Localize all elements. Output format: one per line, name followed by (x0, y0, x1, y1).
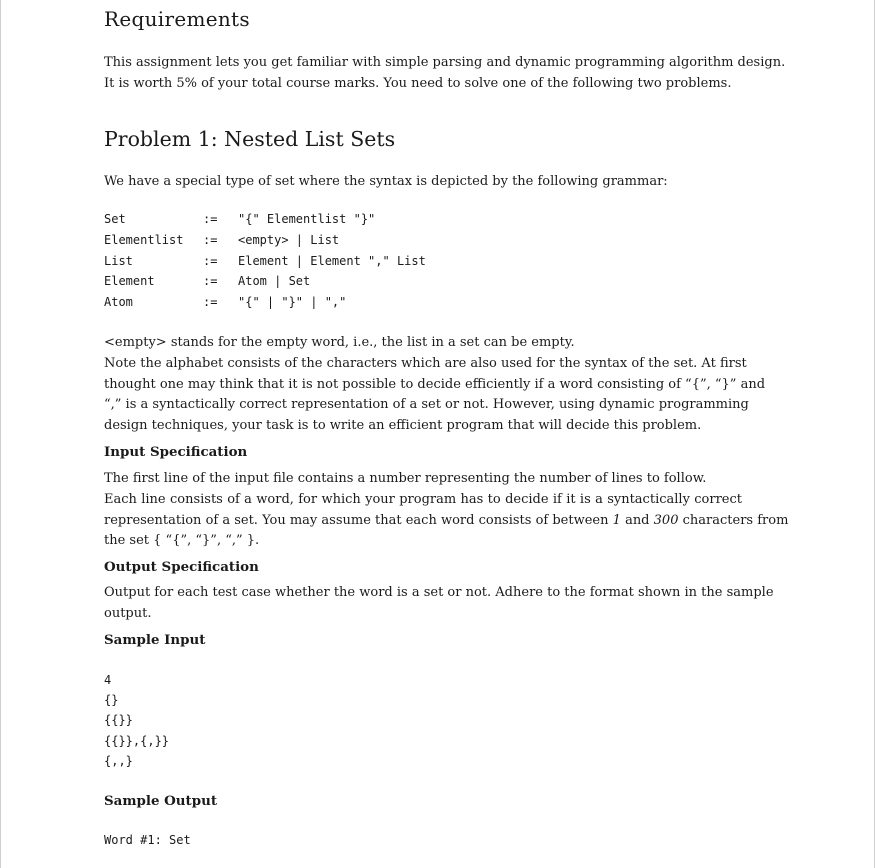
explanation-line-4: “,” is a syntactically correct representation of a set or not. However, using dynamic programming (104, 397, 749, 413)
sample-input-line: 4 (104, 673, 112, 687)
requirements-heading: Requirements (104, 7, 250, 31)
explanation-line-3: thought one may think that it is not possible to decide efficiently if a word consisting of “{”, “}” and (104, 376, 766, 392)
sample-input-line: {{}} (104, 713, 133, 727)
input-spec-line-4: the set { “{”, “}”, “,” }. (104, 533, 260, 549)
input-spec-line-1: The first line of the input file contains a number representing the number of lines to follow. (104, 471, 707, 486)
explanation-line-5: design techniques, your task is to write an efficient program that will decide this problem. (104, 418, 702, 434)
grammar-rhs: "{" Elementlist "}" (238, 212, 376, 226)
output-spec-line-1: Output for each test case whether the word is a set or not. Adhere to the format shown in the sample (104, 585, 774, 600)
min-chars-value: 1 (612, 512, 621, 528)
requirements-paragraph (104, 53, 786, 95)
grammar-operator: := (203, 254, 218, 268)
input-spec-text-a: representation of a set. You may assume that each word consists of between (104, 512, 609, 528)
input-spec-line-2: Each line consists of a word, for which your program has to decide if it is a syntactically correct (104, 491, 742, 507)
sample-output-line: Word #1: Set (104, 833, 191, 847)
input-spec-paragraph (104, 469, 789, 552)
output-spec-line-2: output. (104, 605, 152, 621)
grammar-operator: := (203, 233, 218, 247)
grammar-lhs: Atom (104, 295, 133, 309)
sample-input-line: {} (104, 693, 119, 707)
sample-input-heading: Sample Input (104, 632, 206, 648)
output-spec-heading: Output Specification (104, 559, 259, 575)
problem1-heading: Problem 1: Nested List Sets (104, 127, 396, 151)
grammar-operator: := (203, 212, 218, 226)
requirements-line-1: This assignment lets you get familiar with simple parsing and dynamic programming algorithm design. (104, 55, 786, 70)
input-spec-text-and: and (625, 512, 650, 528)
problem1-intro-line: We have a special type of set where the syntax is depicted by the following grammar: (104, 174, 668, 189)
output-spec-paragraph (104, 583, 774, 625)
input-spec-text-b: characters from (682, 512, 789, 528)
problem1-explanation (104, 333, 766, 437)
explanation-line-1: <empty> stands for the empty word, i.e., the list in a set can be empty. (104, 335, 575, 350)
grammar-lhs: List (104, 254, 133, 268)
grammar-lhs: Elementlist (104, 233, 184, 247)
grammar-rhs: Element | Element "," List (238, 254, 426, 268)
problem1-intro (104, 172, 742, 193)
sample-input-line: {{}},{,}} (104, 734, 170, 748)
explanation-line-2: Note the alphabet consists of the characters which are also used for the syntax of the set. At first (104, 355, 747, 371)
grammar-lhs: Element (104, 274, 155, 288)
page-border-left (0, 0, 1, 868)
sample-output-heading: Sample Output (104, 793, 218, 809)
sample-input-line: {,,} (104, 754, 133, 768)
grammar-rhs: <empty> | List (238, 233, 340, 247)
input-spec-heading: Input Specification (104, 444, 248, 460)
grammar-operator: := (203, 274, 218, 288)
input-spec-line-3 (104, 511, 789, 532)
requirements-line-2: It is worth 5% of your total course marks. You need to solve one of the following two problems. (104, 75, 732, 91)
max-chars-value: 300 (653, 512, 679, 528)
grammar-operator: := (203, 295, 218, 309)
grammar-lhs: Set (104, 212, 126, 226)
grammar-rhs: Atom | Set (238, 274, 311, 288)
grammar-rhs: "{" | "}" | "," (238, 295, 347, 309)
